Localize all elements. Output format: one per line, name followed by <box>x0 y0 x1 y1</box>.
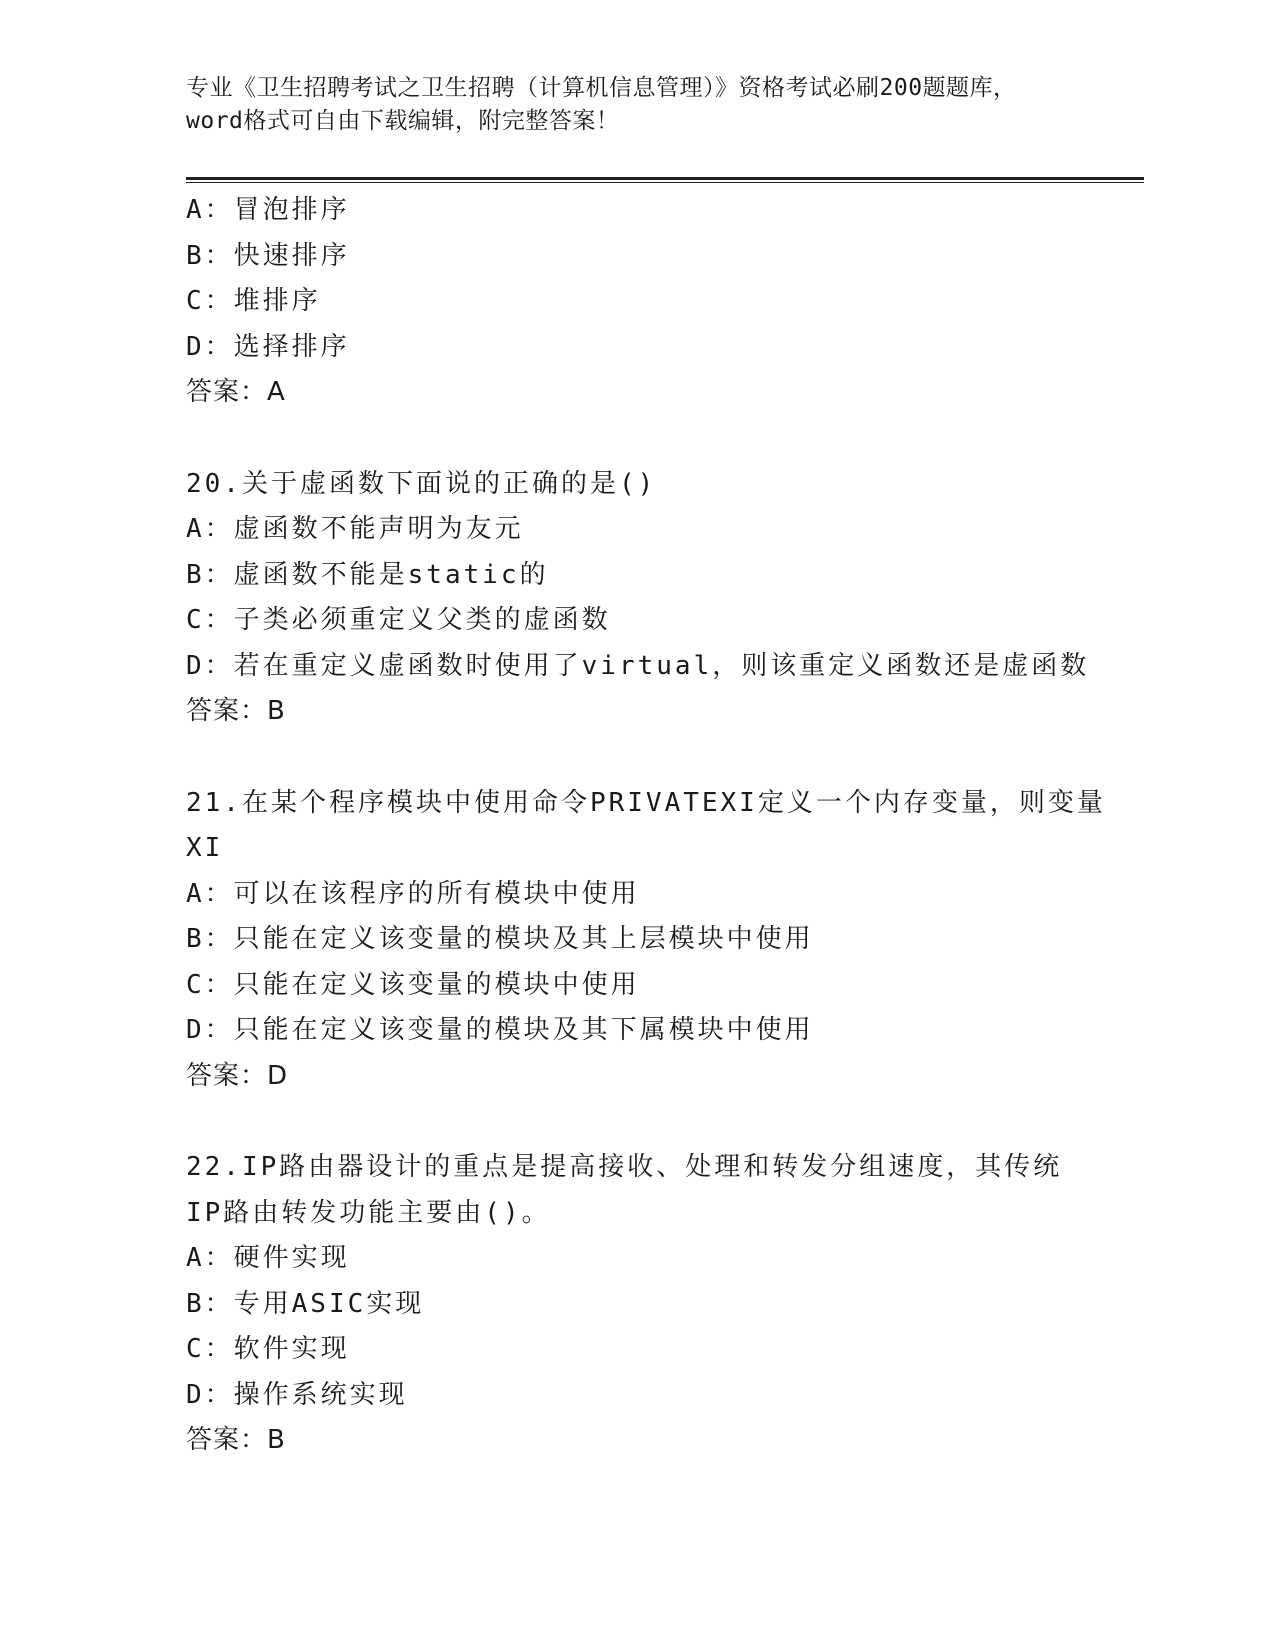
answer-line: 答案：D <box>186 1060 289 1091</box>
header-divider-thin <box>186 182 1144 183</box>
spacer <box>186 1099 1144 1145</box>
option-b: B：快速排序 <box>186 240 350 271</box>
option-a: A：硬件实现 <box>186 1243 350 1273</box>
option-b: B：只能在定义该变量的模块及其上层模块中使用 <box>186 924 814 954</box>
header-line-1: 专业《卫生招聘考试之卫生招聘（计算机信息管理）》资格考试必刷200题题库， <box>186 75 1017 101</box>
option-a: A：可以在该程序的所有模块中使用 <box>186 878 640 909</box>
question-stem-continued: XI <box>186 833 224 863</box>
document-header <box>186 72 1086 138</box>
option-c: C：堆排序 <box>186 286 321 316</box>
question-stem: 22.IP路由器设计的重点是提高接收、处理和转发分组速度，其传统 <box>186 1152 1063 1182</box>
option-a: A：冒泡排序 <box>186 195 350 225</box>
question-19-continued <box>186 188 1144 416</box>
option-d: D：只能在定义该变量的模块及其下属模块中使用 <box>186 1015 814 1045</box>
option-c: C：只能在定义该变量的模块中使用 <box>186 969 640 1000</box>
spacer <box>186 416 1144 462</box>
option-c: C：子类必须重定义父类的虚函数 <box>186 605 611 635</box>
answer-line: 答案：A <box>186 377 286 407</box>
answer-line: 答案：B <box>186 696 286 726</box>
question-stem: 20.关于虚函数下面说的正确的是() <box>186 468 657 499</box>
answer-line: 答案：B <box>186 1425 286 1455</box>
document-body <box>186 188 1144 1464</box>
spacer <box>186 735 1144 781</box>
question-22 <box>186 1145 1144 1464</box>
header-line-2: word格式可自由下载编辑，附完整答案！ <box>186 108 620 134</box>
option-d: D：选择排序 <box>186 331 350 362</box>
option-b: B：虚函数不能是static的 <box>186 559 549 590</box>
question-21 <box>186 781 1144 1100</box>
question-20 <box>186 462 1144 735</box>
question-stem-continued: IP路由转发功能主要由()。 <box>186 1197 551 1228</box>
option-b: B：专用ASIC实现 <box>186 1288 425 1319</box>
question-stem: 21.在某个程序模块中使用命令PRIVATEXI定义一个内存变量，则变量 <box>186 787 1106 818</box>
header-divider-thick <box>186 177 1144 180</box>
option-d: D：若在重定义虚函数时使用了virtual，则该重定义函数还是虚函数 <box>186 650 1090 681</box>
option-c: C：软件实现 <box>186 1334 350 1364</box>
option-d: D：操作系统实现 <box>186 1379 408 1410</box>
option-a: A：虚函数不能声明为友元 <box>186 514 524 544</box>
